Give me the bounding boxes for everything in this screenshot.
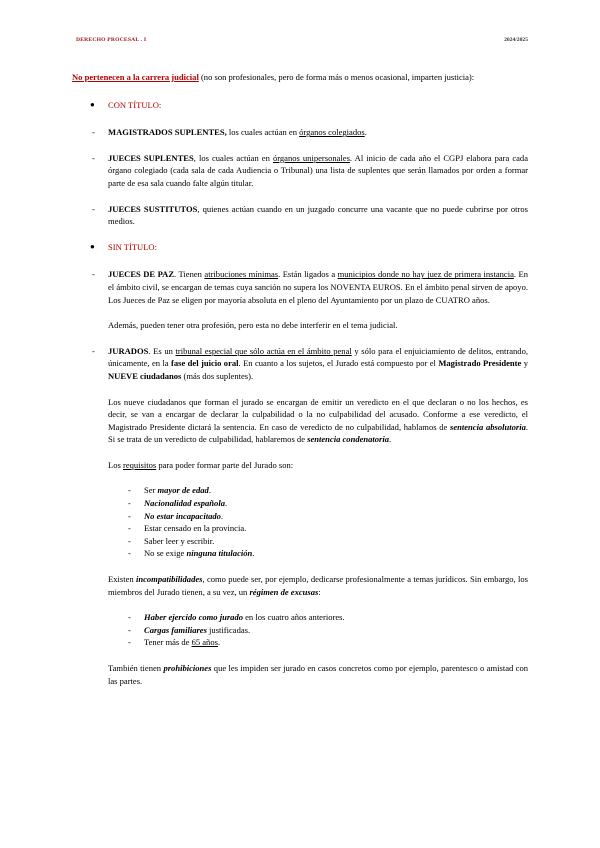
list-item-magistrados: - MAGISTRADOS SUPLENTES, los cuales actúan en órganos colegiados. — [92, 127, 367, 138]
dash-icon: - — [92, 345, 95, 356]
paragraph-prohibiciones: También tienen prohibiciones que les impiden ser jurado en casos concretos como por ejemplo, parentesco o amistad con las partes. — [108, 663, 528, 686]
list-item: - Estar censado en la provincia. — [128, 523, 247, 534]
list-item: - Saber leer y escribir. — [128, 535, 215, 546]
list-item: - Tener más de 65 años. — [128, 637, 221, 648]
term: JUECES DE PAZ — [108, 269, 175, 280]
dash-icon: - — [92, 269, 95, 280]
paragraph-incompatibilidades: Existen incompatibilidades, como puede ser, por ejemplo, dedicarse profesionalmente a temas jurídicos. Sin embargo, los miembros del Jurado tienen, a su vez, un régimen de excusas: — [108, 574, 528, 597]
intro-paragraph — [72, 71, 528, 84]
section-heading: SIN TÍTULO: — [108, 241, 157, 252]
list-item-jueces-paz: - JUECES DE PAZ. Tienen atribuciones mínimas. Están ligados a municipios donde no hay juez de primera instancia. En el ámbito civil, se encargan de temas cuya sanción no supera los NOVENTA EUROS. En el ámbito penal sirven de apoyo. Los Jueces de Paz se eligen por mayoría absoluta en el pleno del Ayuntamiento por un plazo de CUATRO años. — [92, 269, 528, 305]
section-heading: CON TÍTULO: — [108, 99, 162, 110]
list-item: - Nacionalidad española. — [128, 498, 228, 509]
excusas-list — [72, 611, 528, 649]
page-header — [76, 37, 528, 47]
intro-text: (no son profesionales, pero de forma más o menos ocasional, imparten justicia): — [198, 72, 475, 82]
bullet-icon: ● — [90, 241, 95, 251]
term: JUECES SUPLENTES — [108, 152, 194, 163]
section-sin-titulo — [72, 241, 528, 254]
requisitos-list — [72, 484, 528, 560]
paragraph-jueces-paz-extra: Además, pueden tener otra profesión, pero esta no debe interferir en el tema judicial. — [108, 320, 398, 331]
section-con-titulo — [72, 99, 528, 112]
document-body — [72, 71, 528, 700]
term: JURADOS — [108, 345, 149, 356]
header-year: 2024/2025 — [504, 37, 528, 43]
list-item: - Cargas familiares justificadas. — [128, 624, 251, 635]
list-item-jurados: - JURADOS. Es un tribunal especial que sólo actúa en el ámbito penal y sólo para el enjuiciamiento de delitos, entrando, únicamente, en la fase del juicio oral. En cuanto a los sujetos, el Jurado está compuesto por el Magistrado Presidente y NUEVE ciudadanos (más dos suplentes). — [92, 345, 528, 381]
dash-icon: - — [92, 127, 95, 138]
term: JUECES SUSTITUTOS — [108, 203, 198, 214]
header-subject: DERECHO PROCESAL . I — [76, 37, 147, 43]
intro-highlight: No pertenecen a la carrera judicial — [72, 72, 199, 82]
dash-icon: - — [92, 152, 95, 163]
list-item: - Haber ejercido como jurado en los cuatro años anteriores. — [128, 612, 345, 623]
paragraph-veredicto: Los nueve ciudadanos que forman el jurado se encargan de emitir un veredicto en el que declaran o no los hechos, es decir, se van a encargar de declarar la culpabilidad o la no culpabilidad del acusado. Conforme a ese veredicto, el Magistrado Presidente dictará la sentencia. En caso de veredicto de no culpabilidad, hablamos de sentencia absolutoria. Si se trata de un veredicto de culpabilidad, hablaremos de sentencia condenatoria. — [108, 396, 528, 445]
bullet-icon: ● — [90, 99, 95, 109]
dash-icon: - — [92, 203, 95, 214]
list-item-jueces-sustitutos: - JUECES SUSTITUTOS, quienes actúan cuando en un juzgado concurre una vacante que no puede cubrirse por otros medios. — [92, 203, 528, 227]
list-item: - No estar incapacitado. — [128, 510, 224, 521]
list-item-jueces-suplentes: - JUECES SUPLENTES, los cuales actúan en órganos unipersonales. Al inicio de cada año el CGPJ elabora para cada órgano colegiado (cada sala de cada Audiencia o Tribunal) una lista de suplentes que serán llamados por orden a formar parte de esa sala cuando falte algún titular. — [92, 152, 529, 188]
term: MAGISTRADOS SUPLENTES, — [108, 127, 227, 138]
list-item: - No se exige ninguna titulación. — [128, 548, 255, 559]
list-item: - Ser mayor de edad. — [128, 485, 211, 496]
paragraph-requisitos: Los requisitos para poder formar parte del Jurado son: — [108, 459, 294, 470]
